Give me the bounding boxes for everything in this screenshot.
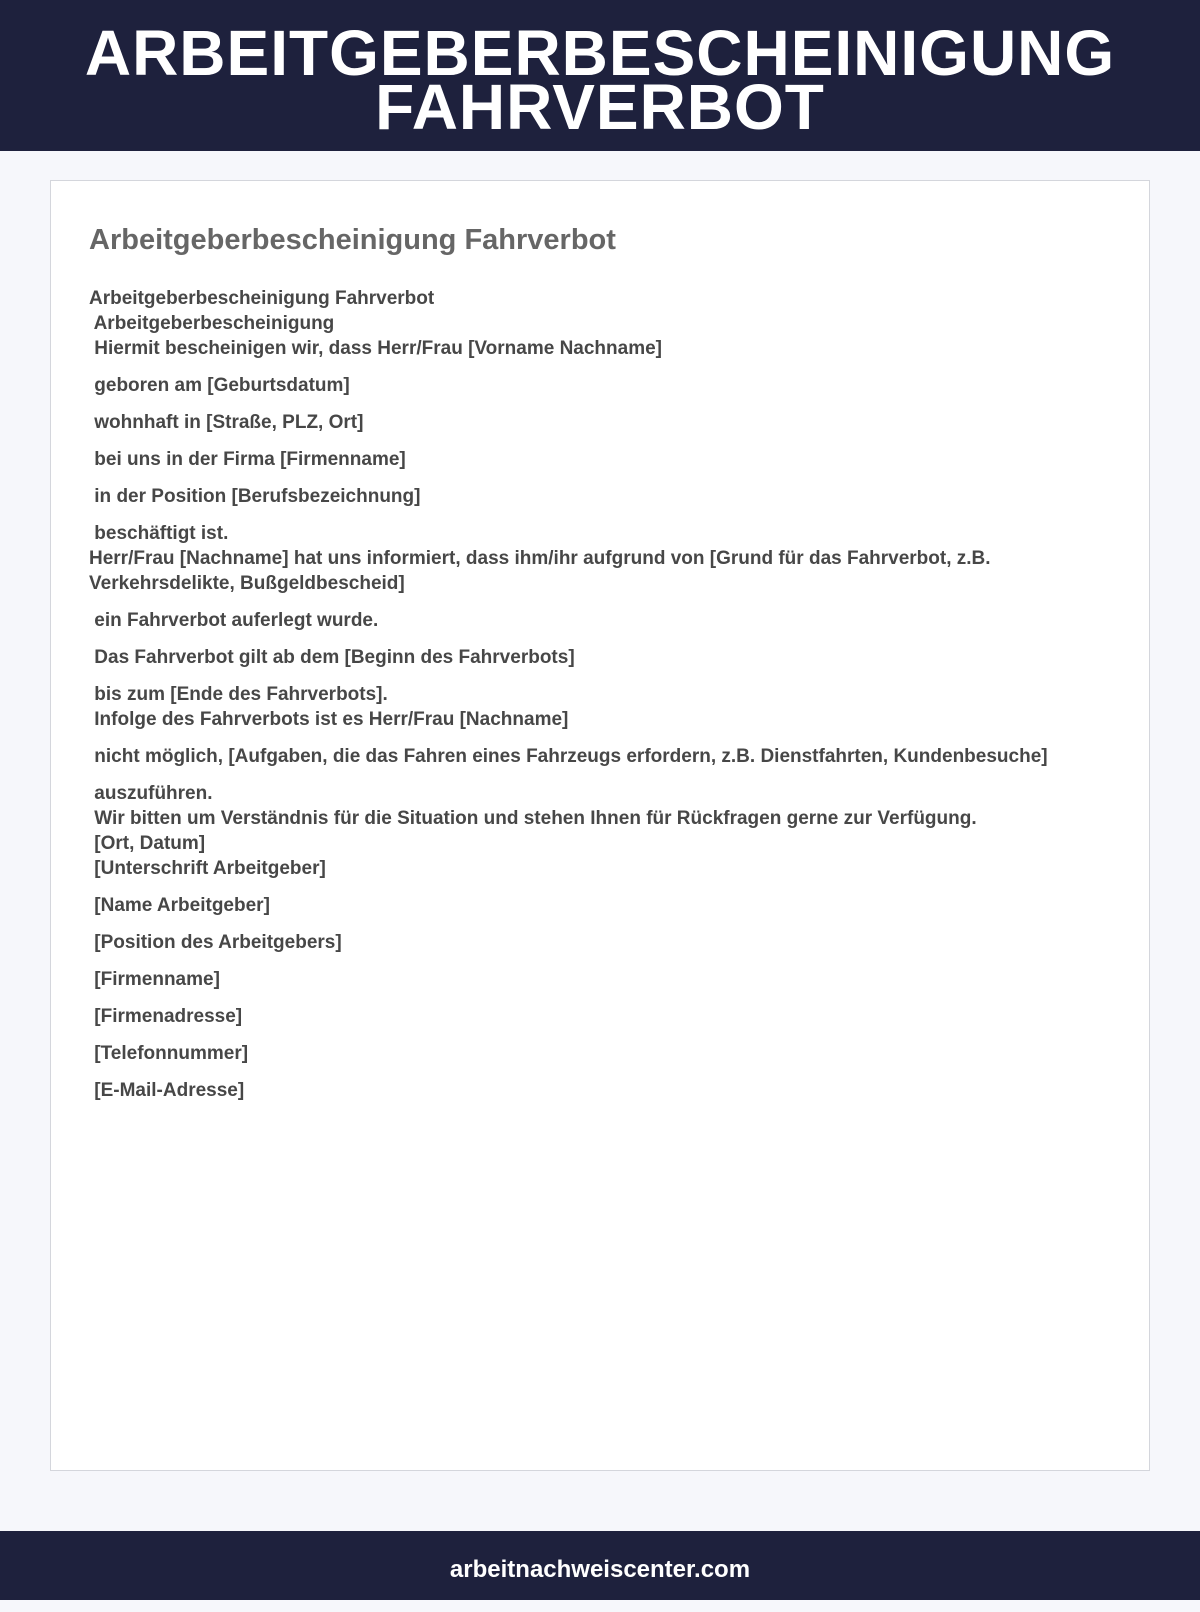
document-line: [E-Mail-Adresse] bbox=[89, 1080, 245, 1101]
document-heading: Arbeitgeberbescheinigung Fahrverbot bbox=[89, 224, 616, 256]
document-line: Arbeitgeberbescheinigung bbox=[89, 313, 335, 334]
document-body bbox=[89, 286, 1111, 1103]
document-line: Das Fahrverbot gilt ab dem [Beginn des Fahrverbots] bbox=[89, 647, 575, 668]
document-line: [Firmenadresse] bbox=[89, 1006, 243, 1027]
footer-site-link[interactable]: arbeitnachweiscenter.com bbox=[449, 1556, 751, 1583]
document-line: Wir bitten um Verständnis für die Situation und stehen Ihnen für Rückfragen gerne zur Verfügung. bbox=[89, 808, 977, 829]
document-line: [Position des Arbeitgebers] bbox=[89, 932, 342, 953]
page-footer bbox=[0, 1531, 1200, 1600]
document-line: Arbeitgeberbescheinigung Fahrverbot bbox=[89, 288, 435, 309]
document-line: geboren am [Geburtsdatum] bbox=[89, 375, 350, 396]
header-title-line-2: FAHRVERBOT bbox=[375, 71, 825, 143]
document-line: bis zum [Ende des Fahrverbots]. bbox=[89, 684, 388, 705]
document-line: [Telefonnummer] bbox=[89, 1043, 249, 1064]
document-line: Herr/Frau [Nachname] hat uns informiert, dass ihm/ihr aufgrund von [Grund für das Fahrverbot, z.B. Verkehrsdelikte, Bußgeldbescheid] bbox=[89, 548, 991, 594]
document-line: [Name Arbeitgeber] bbox=[89, 895, 270, 916]
document-line: bei uns in der Firma [Firmenname] bbox=[89, 449, 406, 470]
document-line: auszuführen. bbox=[89, 783, 213, 804]
document-line: [Ort, Datum] bbox=[89, 833, 206, 854]
document-line: Hiermit bescheinigen wir, dass Herr/Frau [Vorname Nachname] bbox=[89, 338, 662, 359]
document-line: Infolge des Fahrverbots ist es Herr/Frau [Nachname] bbox=[89, 709, 569, 730]
document-line: beschäftigt ist. bbox=[89, 523, 229, 544]
document-line: ein Fahrverbot auferlegt wurde. bbox=[89, 610, 379, 631]
document-line: nicht möglich, [Aufgaben, die das Fahren eines Fahrzeugs erfordern, z.B. Dienstfahrten, Kundenbesuche] bbox=[89, 746, 1048, 767]
header-title-line-1: ARBEITGEBERBESCHEINIGUNG bbox=[84, 17, 1116, 89]
page-header bbox=[0, 0, 1200, 151]
document-line: [Firmenname] bbox=[89, 969, 220, 990]
document-card bbox=[50, 180, 1150, 1471]
document-line: [Unterschrift Arbeitgeber] bbox=[89, 858, 326, 879]
document-line: wohnhaft in [Straße, PLZ, Ort] bbox=[89, 412, 364, 433]
document-line: in der Position [Berufsbezeichnung] bbox=[89, 486, 421, 507]
